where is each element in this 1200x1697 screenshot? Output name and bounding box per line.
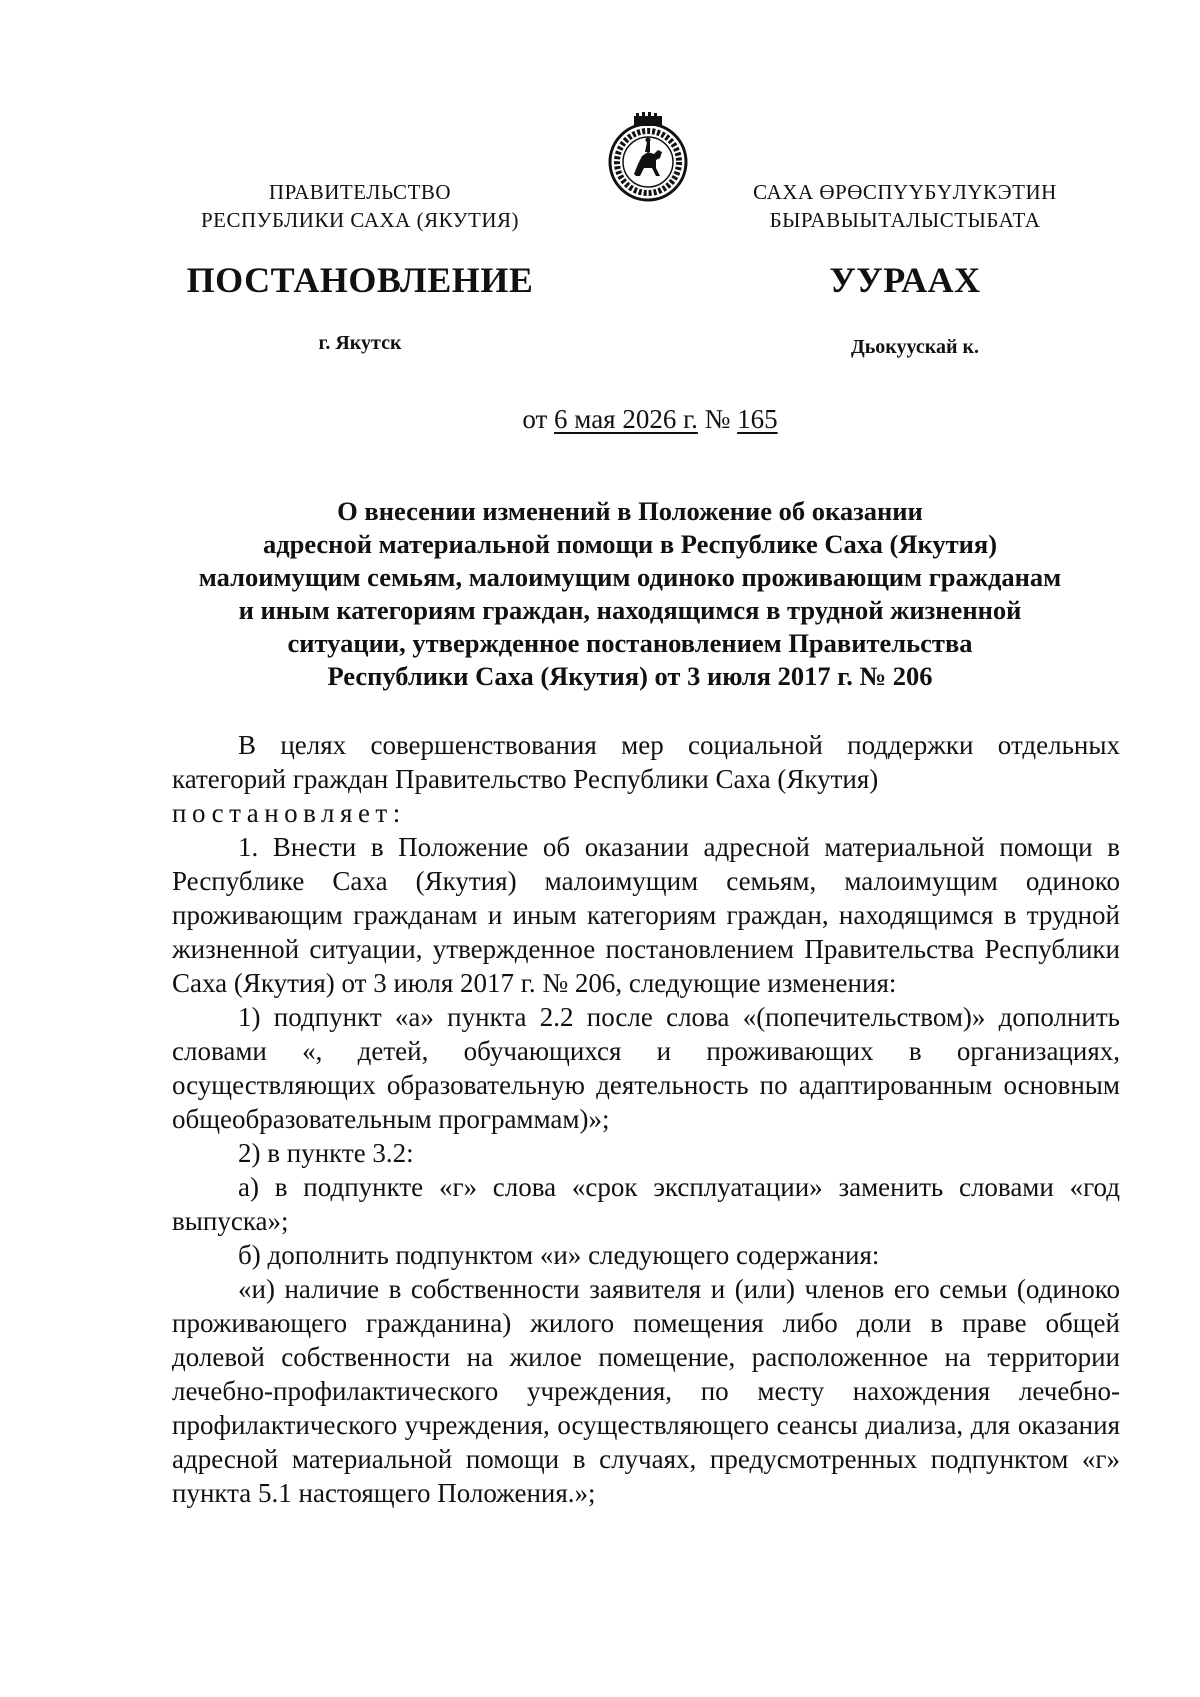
body-intro-text: В целях совершенствования мер социальной поддержки отдельных категорий граждан Правительство Республики Саха (Якутия) bbox=[172, 730, 1120, 794]
subject-line: О внесении изменений в Положение об оказании bbox=[337, 496, 923, 526]
document-date: 6 мая 2026 г. bbox=[554, 404, 698, 434]
number-sign: № bbox=[704, 404, 731, 434]
header-right-line-1: САХА ӨРӨСПҮҮБҮЛҮКЭТИН bbox=[753, 180, 1057, 204]
city-russian: г. Якутск bbox=[318, 332, 402, 354]
body-paragraph: «и) наличие в собственности заявителя и (или) членов его семьи (одиноко проживающего гражданина) жилого помещения либо доли в праве общей долевой собственности на жилое помещение, расположенное на территории лечебно-профилактического учреждения, по месту нахождения лечебно-профилактического учреждения, осуществляющего сеансы диализа, для оказания адресной материальной помощи в случаях, предусмотренных подпунктом «г» пункта 5.1 настоящего Положения.»; bbox=[172, 1274, 1120, 1508]
city-yakut: Дьокуускай к. bbox=[850, 336, 980, 358]
document-subject bbox=[170, 495, 1090, 693]
decree-word: постановляет: bbox=[172, 798, 406, 828]
body-paragraph: 1. Внести в Положение об оказании адресной материальной помощи в Республике Саха (Якутия) малоимущим семьям, малоимущим одиноко проживающим гражданам и иным категориям граждан, находящимся в трудной жизненной ситуации, утвержденное постановлением Правительства Республики Саха (Якутия) от 3 июля 2017 г. № 206, следующие изменения: bbox=[172, 832, 1120, 998]
date-prefix: от bbox=[522, 404, 548, 434]
doc-type-title-yakut: УУРААХ bbox=[829, 260, 981, 300]
subject-line: ситуации, утвержденное постановлением Правительства bbox=[287, 628, 973, 658]
header-left-line-1: ПРАВИТЕЛЬСТВО bbox=[268, 180, 452, 204]
header-right-block bbox=[695, 178, 1115, 234]
header-right-line-2: БЫРАВЫЫТАЛЫСТЫБАТА bbox=[769, 208, 1041, 232]
coat-of-arms-icon bbox=[598, 108, 698, 208]
subject-line: Республики Саха (Якутия) от 3 июля 2017 г. № 206 bbox=[327, 661, 933, 691]
date-number-line bbox=[0, 402, 1200, 436]
body-paragraph: а) в подпункте «г» слова «срок эксплуатации» заменить словами «год выпуска»; bbox=[172, 1172, 1120, 1236]
header-left-line-2: РЕСПУБЛИКИ САХА (ЯКУТИЯ) bbox=[200, 208, 520, 232]
body-paragraph: 2) в пункте 3.2: bbox=[238, 1138, 414, 1168]
subject-line: малоимущим семьям, малоимущим одиноко проживающим гражданам bbox=[198, 562, 1062, 592]
header-left-block bbox=[150, 178, 570, 234]
body-intro-paragraph bbox=[172, 728, 1120, 830]
subject-line: и иным категориям граждан, находящимся в трудной жизненной bbox=[238, 595, 1022, 625]
document-body bbox=[172, 728, 1120, 1510]
body-paragraph: б) дополнить подпунктом «и» следующего содержания: bbox=[238, 1240, 880, 1270]
subject-line: адресной материальной помощи в Республике Саха (Якутия) bbox=[262, 529, 998, 559]
body-paragraph: 1) подпункт «а» пункта 2.2 после слова «(попечительством)» дополнить словами «, детей, обучающихся и проживающих в организациях, осуществляющих образовательную деятельность по адаптированным основным общеобразовательным программам)»; bbox=[172, 1002, 1120, 1134]
document-number: 165 bbox=[737, 404, 778, 434]
doc-type-title-russian: ПОСТАНОВЛЕНИЕ bbox=[186, 260, 534, 300]
